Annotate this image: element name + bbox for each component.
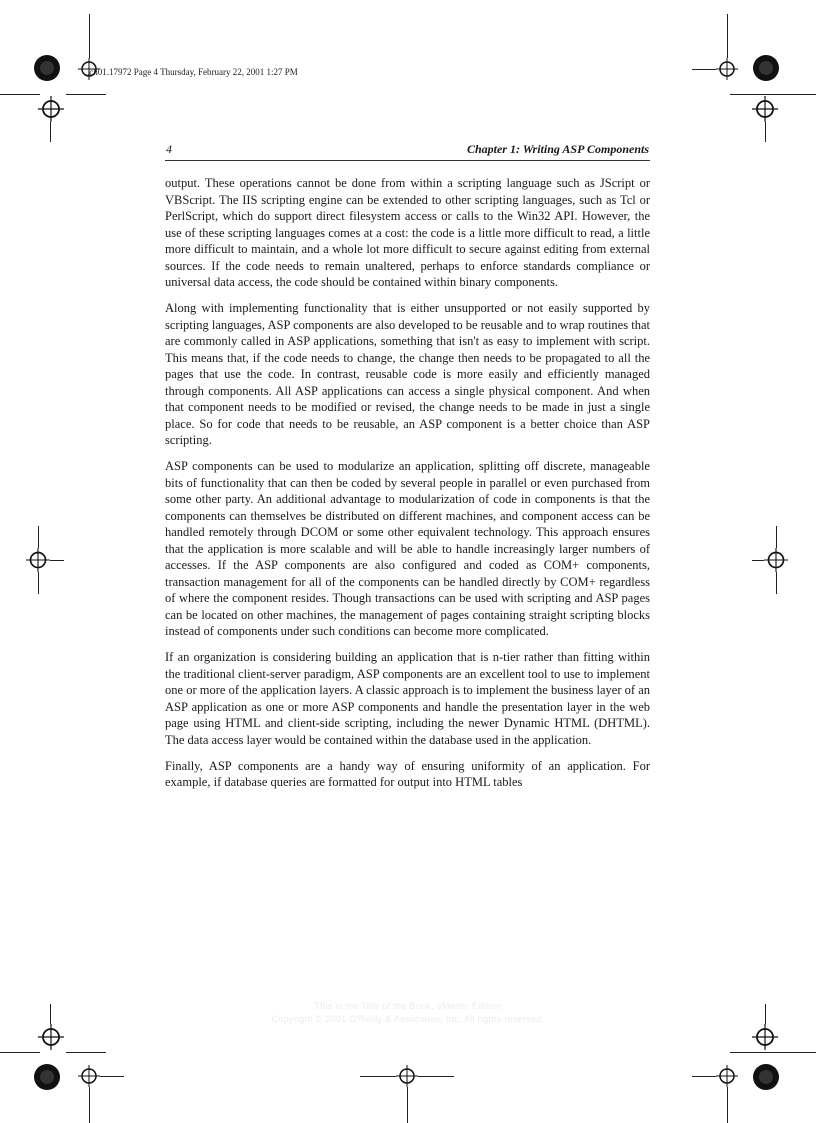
crop-line [727, 14, 728, 58]
chapter-title: Chapter 1: Writing ASP Components [466, 142, 649, 156]
crop-line [50, 560, 64, 561]
crop-line [0, 1052, 40, 1053]
crop-line [418, 1076, 454, 1077]
body-text [165, 175, 650, 800]
crop-line [66, 1052, 106, 1053]
registration-mark-top-right-icon [716, 58, 738, 80]
crop-line [752, 560, 764, 561]
crop-line [38, 572, 39, 594]
crop-line [727, 1087, 728, 1123]
paragraph: Finally, ASP components are a handy way of ensuring uniformity of an application. For example, if database queries are formatted for output into HTML tables [165, 758, 650, 789]
registration-mark-left-side-icon [26, 548, 50, 572]
crop-line [407, 1087, 408, 1123]
watermark-line: Copyright © 2001 O'Reilly & Associates, Inc. All rights reserved. [271, 1014, 545, 1024]
registration-mark-bottom-right-icon [752, 1024, 778, 1050]
crop-line [50, 1004, 51, 1024]
crop-line [692, 69, 716, 70]
crop-line [776, 526, 777, 548]
color-target-top-right-icon [752, 54, 780, 82]
color-target-bottom-left-icon [33, 1063, 61, 1091]
crop-line [730, 1052, 816, 1053]
watermark-line: This is the Title of the Book, eMatter Edition [314, 1001, 502, 1011]
crop-line [730, 94, 816, 95]
paragraph: If an organization is considering building an application that is n-tier rather than fitting within the traditional client-server paradigm, ASP components are an excellent tool to use to implement one or more of the application layers. A classic approach is to implement the business layer of an ASP application as one or more ASP components and handle the presentation layer in the web page using HTML and client-side scripting, including the newer Dynamic HTML (DHTML). The data access layer would be contained within the database used in the application. [165, 650, 650, 747]
color-target-bottom-right-icon [752, 1063, 780, 1091]
running-header [165, 140, 650, 161]
crop-line [38, 526, 39, 548]
registration-mark-bottom-left-icon [38, 1024, 64, 1050]
registration-mark-bottom-left-lower-icon [78, 1065, 100, 1087]
crop-line [765, 122, 766, 142]
paragraph: Along with implementing functionality that is either unsupported or not easily supported by scripting languages, ASP components are also developed to be reusable and to wrap routines that are commonly called in ASP applications, something that isn't as easy to implement with script. This means that, if the code needs to change, the change then needs to be propagated to all the pages that use the code. In contrast, reusable code is more easily and efficiently managed through components. All ASP applications can access a single physical component. And when that component needs to be modified or revised, the change needs to be made in just a single place. So for code that needs to be reusable, an ASP component is a better choice than ASP scripting. [165, 301, 650, 447]
crop-line [66, 94, 106, 95]
registration-mark-top-left-lower-icon [38, 96, 64, 122]
crop-line [692, 1076, 716, 1077]
registration-mark-bottom-center-icon [396, 1065, 418, 1087]
paragraph: ASP components can be used to modularize an application, splitting off discrete, manageable bits of functionality that can then be coded by several people in parallel or even purchased from some other party. An additional advantage to modularization of code in components is that the components can themselves be distributed on different machines, and component access can be handled remotely through DCOM or some other equivalent technology. This approach ensures that the application is more scalable and will be able to handle increasingly larger numbers of accesses. If the ASP components are also configured and coded as COM+ components, transaction management for all of the components can be handled directly by COM+ regardless of where the component resides. Though transactions can be used with scripting and ASP pages can be located on other machines, the management of pages containing straight scripting blocks instead of components under such conditions can become more complicated. [165, 459, 650, 638]
crop-line [776, 572, 777, 594]
crop-line [765, 1004, 766, 1024]
registration-mark-right-side-icon [764, 548, 788, 572]
paragraph: output. These operations cannot be done from within a scripting language such as JScript or VBScript. The IIS scripting engine can be extended to other scripting languages, such as Tcl or PerlScript, which do support direct filesystem access or calls to the Win32 API. However, the use of these scripting languages comes at a cost: the code is a little more difficult to read, a little more difficult to maintain, and a whole lot more difficult to secure against editing from external sources. If the code needs to remain unaltered, perhaps to enforce standards compliance or universal data access, the code should be contained within binary components. [165, 176, 650, 289]
watermark [230, 1000, 586, 1026]
color-target-top-left-icon [33, 54, 61, 82]
crop-line [0, 94, 40, 95]
page-number: 4 [166, 142, 172, 156]
crop-line [360, 1076, 396, 1077]
crop-line [100, 1076, 124, 1077]
crop-line [50, 122, 51, 142]
print-slug: .ch01.17972 Page 4 Thursday, February 22, 2001 1:27 PM [87, 67, 298, 77]
registration-mark-top-right-lower-icon [752, 96, 778, 122]
crop-line [89, 14, 90, 58]
registration-mark-bottom-right-lower-icon [716, 1065, 738, 1087]
crop-line [89, 1087, 90, 1123]
